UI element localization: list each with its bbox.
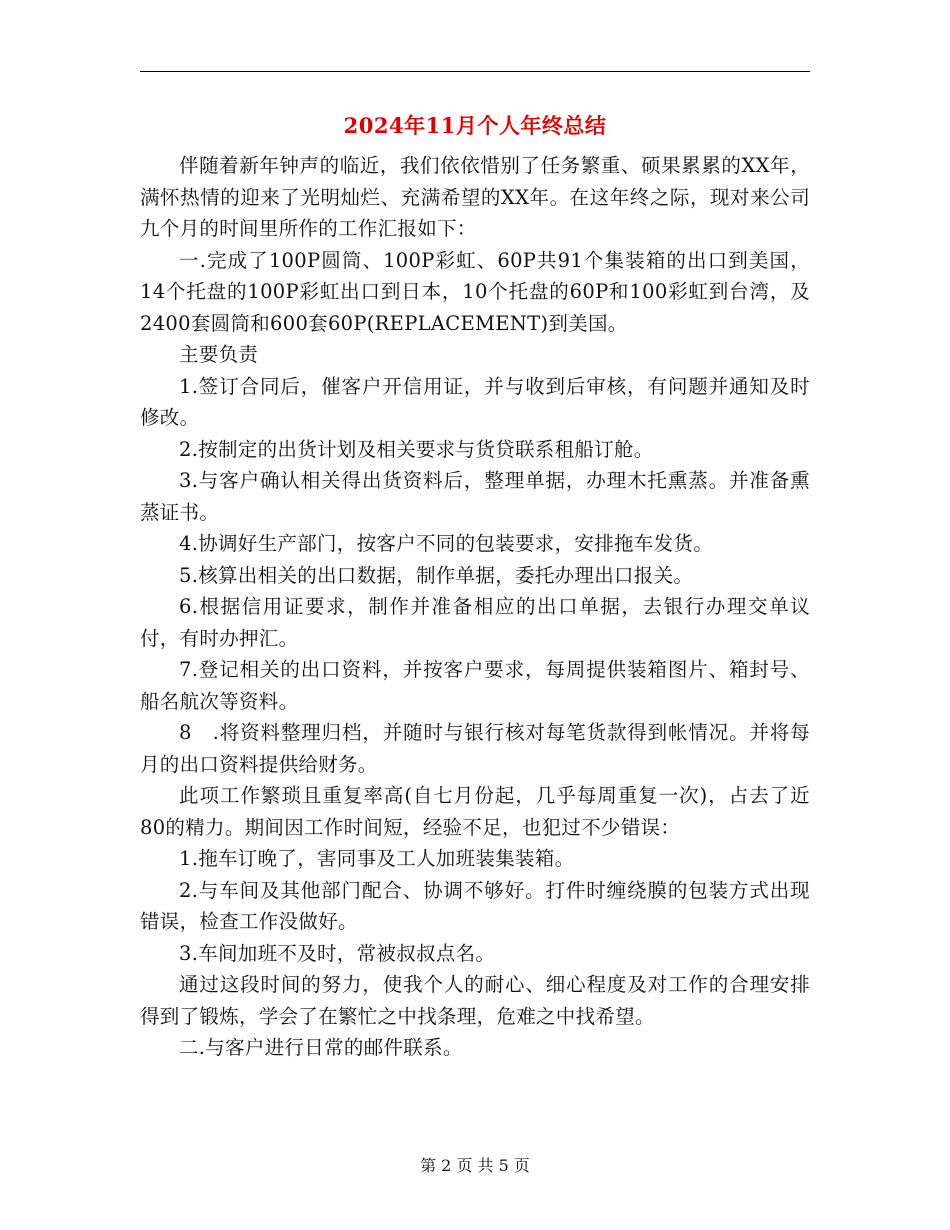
paragraph-workload-summary: 此项工作繁琐且重复率高(自七月份起，几乎每周重复一次)，占去了近80的精力。期间因工作时间短，经验不足，也犯过不少错误： xyxy=(140,784,810,839)
paragraph-duty-6: 6.根据信用证要求，制作并准备相应的出口单据，去银行办理交单议付，有时办押汇。 xyxy=(140,595,810,650)
paragraph-reflection: 通过这段时间的努力，使我个人的耐心、细心程度及对工作的合理安排得到了锻炼，学会了在繁忙之中找条理，危难之中找希望。 xyxy=(140,973,810,1028)
paragraph-duty-3: 3.与客户确认相关得出货资料后，整理单据，办理木托熏蒸。并准备熏蒸证书。 xyxy=(140,469,810,524)
paragraph-main-duties-heading: 主要负责 xyxy=(179,343,259,366)
paragraph-duty-4: 4.协调好生产部门，按客户不同的包装要求，安排拖车发货。 xyxy=(179,532,714,555)
paragraph-section-1: 一.完成了100P圆筒、100P彩虹、60P共91个集装箱的出口到美国，14个托盘的100P彩虹出口到日本，10个托盘的60P和100彩虹到台湾，及2400套圆筒和600套60P(REPLACEMENT)到美国。 xyxy=(140,248,810,335)
paragraph-section-2: 二.与客户进行日常的邮件联系。 xyxy=(179,1036,463,1059)
document-body xyxy=(140,150,810,1064)
paragraph-duty-7: 7.登记相关的出口资料，并按客户要求，每周提供装箱图片、箱封号、船名航次等资料。 xyxy=(140,658,810,713)
page-number-footer: 第 2 页 共 5 页 xyxy=(420,1156,530,1175)
paragraph-mistake-2: 2.与车间及其他部门配合、协调不够好。打件时缠绕膜的包装方式出现错误，检查工作没做好。 xyxy=(140,878,810,933)
document-title: 2024年11月个人年终总结 xyxy=(343,113,607,138)
paragraph-duty-8: 8 .将资料整理归档，并随时与银行核对每笔货款得到帐情况。并将每月的出口资料提供给财务。 xyxy=(140,721,810,776)
paragraph-mistake-1: 1.拖车订晚了，害同事及工人加班装集装箱。 xyxy=(179,847,575,870)
header-rule xyxy=(140,71,810,72)
paragraph-duty-1: 1.签订合同后，催客户开信用证，并与收到后审核，有问题并通知及时修改。 xyxy=(140,374,810,429)
paragraph-duty-2: 2.按制定的出货计划及相关要求与货贷联系租船订舱。 xyxy=(179,437,654,461)
paragraph-intro: 伴随着新年钟声的临近，我们依依惜别了任务繁重、硕果累累的XX年，满怀热情的迎来了光明灿烂、充满希望的XX年。在这年终之际，现对来公司九个月的时间里所作的工作汇报如下： xyxy=(140,154,810,240)
paragraph-duty-5: 5.核算出相关的出口数据，制作单据，委托办理出口报关。 xyxy=(179,563,694,587)
paragraph-mistake-3: 3.车间加班不及时，常被叔叔点名。 xyxy=(179,941,496,965)
